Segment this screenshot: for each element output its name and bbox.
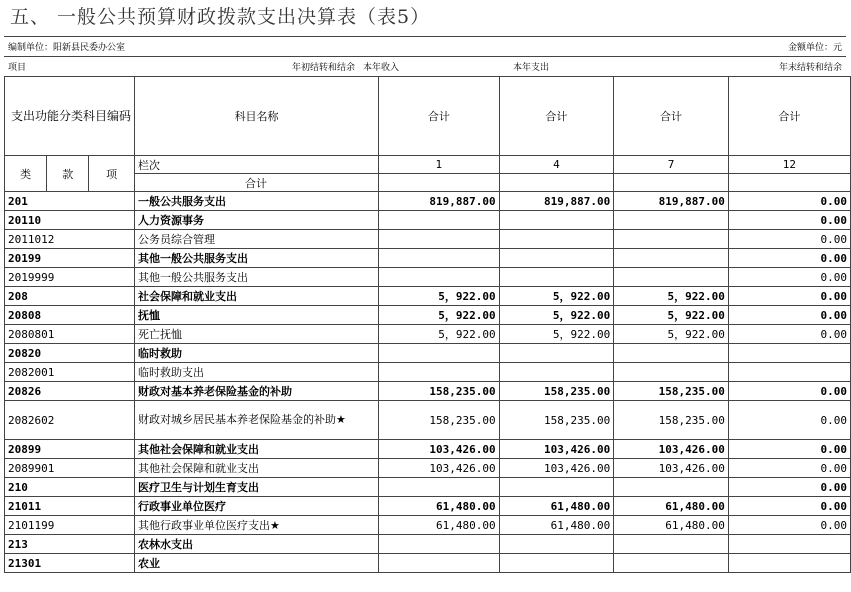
table-row	[5, 459, 851, 478]
table-row	[5, 249, 851, 268]
col-12: 12	[728, 156, 850, 174]
row-value-v7	[614, 363, 729, 382]
row-name: 人力资源事务	[135, 211, 379, 230]
row-value-v7	[614, 535, 729, 554]
row-name: 其他社会保障和就业支出	[135, 459, 379, 478]
row-value-v12: 0.00	[728, 516, 850, 535]
end-balance-label: 年末结转和结余	[674, 57, 846, 77]
column-label: 栏次	[135, 156, 379, 174]
row-name: 公务员综合管理	[135, 230, 379, 249]
row-value-v4	[499, 211, 614, 230]
code-header: 支出功能分类科目编码	[5, 77, 135, 156]
row-value-v12: 0.00	[728, 497, 850, 516]
row-value-v7	[614, 249, 729, 268]
row-value-v4	[499, 363, 614, 382]
row-code: 2082602	[5, 401, 135, 440]
row-value-v1	[379, 211, 499, 230]
row-value-v12: 0.00	[728, 268, 850, 287]
row-value-v1	[379, 554, 499, 573]
row-value-v12	[728, 535, 850, 554]
row-name: 财政对城乡居民基本养老保险基金的补助★	[135, 401, 379, 440]
row-name: 其他社会保障和就业支出	[135, 440, 379, 459]
row-value-v4: 5，922.00	[499, 325, 614, 344]
row-value-v12: 0.00	[728, 192, 850, 211]
row-value-v1: 819,887.00	[379, 192, 499, 211]
row-value-v1: 61,480.00	[379, 516, 499, 535]
total-header-1: 合计	[379, 77, 499, 156]
begin-balance-label: 年初结转和结余	[169, 57, 359, 77]
row-value-v4	[499, 230, 614, 249]
table-row	[5, 230, 851, 249]
meta-table	[4, 36, 846, 77]
row-value-v7: 61,480.00	[614, 497, 729, 516]
table-row	[5, 440, 851, 459]
row-value-v1: 103,426.00	[379, 459, 499, 478]
row-value-v7: 5，922.00	[614, 287, 729, 306]
row-value-v12: 0.00	[728, 478, 850, 497]
table-row	[5, 554, 851, 573]
row-value-v7	[614, 211, 729, 230]
table-row	[5, 306, 851, 325]
lei-header: 类	[5, 156, 47, 192]
expense-label: 本年支出	[509, 57, 674, 77]
total-header-12: 合计	[728, 77, 850, 156]
table-row	[5, 401, 851, 440]
table-row	[5, 382, 851, 401]
row-value-v1	[379, 344, 499, 363]
table-row	[5, 211, 851, 230]
row-value-v4	[499, 478, 614, 497]
row-value-v1: 158,235.00	[379, 401, 499, 440]
row-code: 208	[5, 287, 135, 306]
row-value-v4: 5，922.00	[499, 287, 614, 306]
row-value-v7: 5，922.00	[614, 325, 729, 344]
row-value-v7	[614, 478, 729, 497]
row-value-v12: 0.00	[728, 287, 850, 306]
row-code: 21301	[5, 554, 135, 573]
row-name: 其他一般公共服务支出	[135, 268, 379, 287]
col-4: 4	[499, 156, 614, 174]
table-row	[5, 478, 851, 497]
row-code: 2082001	[5, 363, 135, 382]
row-value-v4: 158,235.00	[499, 401, 614, 440]
row-name: 抚恤	[135, 306, 379, 325]
col-1: 1	[379, 156, 499, 174]
table-row	[5, 497, 851, 516]
project-label: 项目	[4, 57, 169, 77]
row-value-v4: 103,426.00	[499, 440, 614, 459]
row-value-v1	[379, 478, 499, 497]
table-row	[5, 363, 851, 382]
row-code: 2089901	[5, 459, 135, 478]
income-label: 本年收入	[359, 57, 509, 77]
total-header-7: 合计	[614, 77, 729, 156]
row-value-v4	[499, 535, 614, 554]
col-7: 7	[614, 156, 729, 174]
row-value-v12: 0.00	[728, 306, 850, 325]
row-value-v1	[379, 535, 499, 554]
row-name: 临时救助支出	[135, 363, 379, 382]
unit-label: 编制单位：阳新县民委办公室	[4, 37, 359, 57]
xiang-header: 项	[89, 156, 135, 192]
row-value-v1	[379, 230, 499, 249]
table-row	[5, 516, 851, 535]
row-value-v12	[728, 363, 850, 382]
row-value-v12: 0.00	[728, 459, 850, 478]
name-header: 科目名称	[135, 77, 379, 156]
row-value-v7: 103,426.00	[614, 459, 729, 478]
table-row	[5, 344, 851, 363]
row-value-v1: 5，922.00	[379, 287, 499, 306]
table-row	[5, 287, 851, 306]
row-value-v7: 5，922.00	[614, 306, 729, 325]
table-row	[5, 325, 851, 344]
row-name: 财政对基本养老保险基金的补助	[135, 382, 379, 401]
sum-label: 合计	[135, 174, 379, 192]
row-name: 临时救助	[135, 344, 379, 363]
row-code: 2101199	[5, 516, 135, 535]
row-code: 20199	[5, 249, 135, 268]
row-code: 20110	[5, 211, 135, 230]
budget-table	[4, 76, 851, 573]
row-value-v1	[379, 363, 499, 382]
row-name: 一般公共服务支出	[135, 192, 379, 211]
row-code: 2019999	[5, 268, 135, 287]
row-value-v12: 0.00	[728, 382, 850, 401]
row-name: 其他行政事业单位医疗支出★	[135, 516, 379, 535]
row-name: 其他一般公共服务支出	[135, 249, 379, 268]
row-name: 死亡抚恤	[135, 325, 379, 344]
row-name: 农业	[135, 554, 379, 573]
row-value-v1: 158,235.00	[379, 382, 499, 401]
row-value-v4: 103,426.00	[499, 459, 614, 478]
row-code: 20820	[5, 344, 135, 363]
row-value-v7: 819,887.00	[614, 192, 729, 211]
table-row	[5, 192, 851, 211]
row-value-v1: 5，922.00	[379, 325, 499, 344]
row-value-v4: 5，922.00	[499, 306, 614, 325]
row-name: 医疗卫生与计划生育支出	[135, 478, 379, 497]
row-name: 行政事业单位医疗	[135, 497, 379, 516]
page-title: 五、 一般公共预算财政拨款支出决算表（表5）	[10, 6, 431, 28]
row-value-v1: 61,480.00	[379, 497, 499, 516]
row-value-v7: 158,235.00	[614, 401, 729, 440]
row-value-v7	[614, 344, 729, 363]
kuan-header: 款	[47, 156, 89, 192]
row-value-v4: 61,480.00	[499, 516, 614, 535]
table-row	[5, 268, 851, 287]
row-value-v1	[379, 268, 499, 287]
row-value-v12	[728, 344, 850, 363]
row-value-v4	[499, 344, 614, 363]
row-value-v7	[614, 230, 729, 249]
row-value-v1: 5，922.00	[379, 306, 499, 325]
row-value-v12: 0.00	[728, 401, 850, 440]
row-value-v7: 158,235.00	[614, 382, 729, 401]
row-value-v12	[728, 554, 850, 573]
row-value-v7: 103,426.00	[614, 440, 729, 459]
row-code: 213	[5, 535, 135, 554]
row-value-v7: 61,480.00	[614, 516, 729, 535]
row-value-v12: 0.00	[728, 211, 850, 230]
row-value-v4	[499, 268, 614, 287]
row-value-v7	[614, 554, 729, 573]
table-row	[5, 535, 851, 554]
row-value-v7	[614, 268, 729, 287]
row-code: 20899	[5, 440, 135, 459]
row-value-v12: 0.00	[728, 440, 850, 459]
row-value-v4: 158,235.00	[499, 382, 614, 401]
row-code: 2080801	[5, 325, 135, 344]
row-value-v12: 0.00	[728, 325, 850, 344]
row-code: 201	[5, 192, 135, 211]
row-name: 农林水支出	[135, 535, 379, 554]
row-value-v4: 819,887.00	[499, 192, 614, 211]
total-header-4: 合计	[499, 77, 614, 156]
row-value-v12: 0.00	[728, 249, 850, 268]
row-value-v4	[499, 249, 614, 268]
row-name: 社会保障和就业支出	[135, 287, 379, 306]
row-code: 21011	[5, 497, 135, 516]
row-code: 20826	[5, 382, 135, 401]
row-value-v12: 0.00	[728, 230, 850, 249]
row-value-v4	[499, 554, 614, 573]
row-value-v4: 61,480.00	[499, 497, 614, 516]
row-code: 20808	[5, 306, 135, 325]
amount-unit: 金额单位：元	[674, 37, 846, 57]
row-value-v1: 103,426.00	[379, 440, 499, 459]
row-value-v1	[379, 249, 499, 268]
row-code: 210	[5, 478, 135, 497]
row-code: 2011012	[5, 230, 135, 249]
